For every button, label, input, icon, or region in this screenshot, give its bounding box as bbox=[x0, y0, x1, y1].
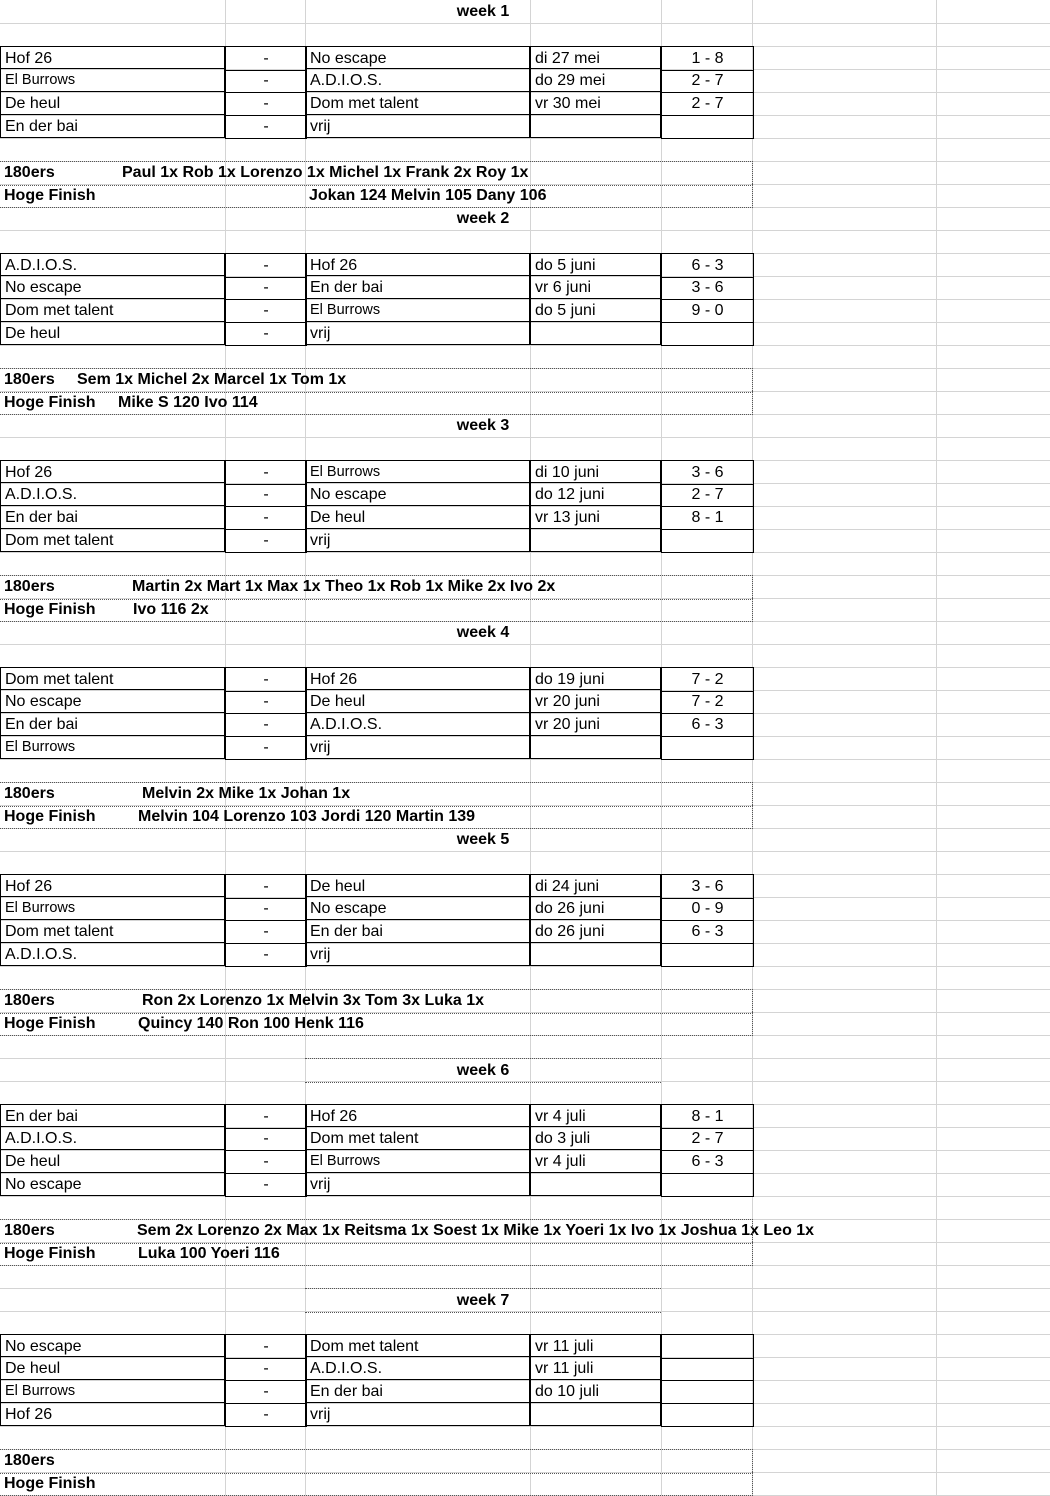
score-cell[interactable]: 3 - 6 bbox=[661, 460, 754, 485]
high-finish-value[interactable]: Melvin 104 Lorenzo 103 Jordi 120 Martin 139 bbox=[138, 808, 476, 825]
grid-row-line bbox=[0, 644, 1050, 645]
high-finish-label[interactable]: Hoge Finish bbox=[4, 601, 96, 618]
match-row bbox=[0, 874, 1050, 897]
home-team-cell[interactable]: Hof 26 bbox=[0, 1403, 225, 1426]
separator-cell[interactable]: - bbox=[225, 897, 307, 921]
one80-value[interactable]: Martin 2x Mart 1x Max 1x Theo 1x Rob 1x Mike 2x Ivo 2x bbox=[132, 578, 556, 595]
separator-cell[interactable]: - bbox=[225, 667, 307, 692]
separator-cell[interactable]: - bbox=[225, 1380, 307, 1404]
match-date-cell[interactable] bbox=[530, 736, 661, 759]
match-date-cell[interactable]: di 27 mei bbox=[530, 46, 661, 69]
separator-cell[interactable]: - bbox=[225, 299, 307, 323]
high-finish-value[interactable]: Quincy 140 Ron 100 Henk 116 bbox=[138, 1015, 364, 1032]
score-cell[interactable]: 7 - 2 bbox=[661, 667, 754, 692]
home-team-cell[interactable]: De heul bbox=[0, 92, 225, 115]
score-cell[interactable] bbox=[661, 1173, 754, 1197]
separator-cell[interactable]: - bbox=[225, 1104, 307, 1129]
one80-row bbox=[0, 368, 1050, 391]
high-finish-row bbox=[0, 805, 1050, 828]
separator-cell[interactable]: - bbox=[225, 713, 307, 737]
week-label[interactable]: week 4 bbox=[456, 624, 510, 641]
score-cell[interactable]: 8 - 1 bbox=[661, 1104, 754, 1129]
high-finish-value[interactable]: Jokan 124 Melvin 105 Dany 106 bbox=[309, 187, 547, 204]
match-row bbox=[0, 276, 1050, 299]
grid-row-line bbox=[0, 437, 1050, 438]
one80-label[interactable]: 180ers bbox=[4, 371, 55, 388]
match-row bbox=[0, 253, 1050, 276]
separator-cell[interactable]: - bbox=[225, 276, 307, 300]
grid-row-line bbox=[0, 759, 1050, 760]
match-date-cell[interactable]: vr 13 juni bbox=[530, 506, 661, 529]
high-finish-row bbox=[0, 1242, 1050, 1265]
match-date-cell[interactable]: do 26 juni bbox=[530, 920, 661, 943]
home-team-cell[interactable]: De heul bbox=[0, 322, 225, 345]
score-cell[interactable] bbox=[661, 322, 754, 346]
match-row bbox=[0, 897, 1050, 920]
match-date-cell[interactable]: do 19 juni bbox=[530, 667, 661, 690]
match-row bbox=[0, 460, 1050, 483]
away-team-cell[interactable]: Hof 26 bbox=[305, 667, 530, 690]
home-team-cell[interactable]: No escape bbox=[0, 1173, 225, 1196]
score-cell[interactable]: 9 - 0 bbox=[661, 299, 754, 323]
week-header-row bbox=[0, 828, 1050, 851]
match-date-cell[interactable]: do 5 juni bbox=[530, 253, 661, 276]
one80-label[interactable]: 180ers bbox=[4, 164, 55, 181]
match-row bbox=[0, 736, 1050, 759]
match-row bbox=[0, 713, 1050, 736]
away-team-cell[interactable]: El Burrows bbox=[305, 460, 530, 483]
score-cell[interactable] bbox=[661, 1357, 754, 1381]
home-team-cell[interactable]: De heul bbox=[0, 1357, 225, 1380]
home-team-cell[interactable]: Hof 26 bbox=[0, 46, 225, 69]
home-team-cell[interactable]: No escape bbox=[0, 690, 225, 713]
home-team-cell[interactable]: Hof 26 bbox=[0, 874, 225, 897]
grid-row-line bbox=[0, 23, 1050, 24]
match-row bbox=[0, 1127, 1050, 1150]
high-finish-label[interactable]: Hoge Finish bbox=[4, 808, 96, 825]
match-row bbox=[0, 690, 1050, 713]
high-finish-label[interactable]: Hoge Finish bbox=[4, 187, 96, 204]
match-row bbox=[0, 115, 1050, 138]
separator-cell[interactable]: - bbox=[225, 253, 307, 278]
home-team-cell[interactable]: No escape bbox=[0, 276, 225, 299]
match-date-cell[interactable] bbox=[530, 1403, 661, 1426]
match-date-cell[interactable]: di 10 juni bbox=[530, 460, 661, 483]
match-row bbox=[0, 667, 1050, 690]
score-cell[interactable] bbox=[661, 1380, 754, 1404]
match-date-cell[interactable] bbox=[530, 322, 661, 345]
score-cell[interactable] bbox=[661, 943, 754, 967]
match-row bbox=[0, 1357, 1050, 1380]
week-label[interactable]: week 6 bbox=[305, 1058, 661, 1083]
separator-cell[interactable]: - bbox=[225, 69, 307, 93]
home-team-cell[interactable]: El Burrows bbox=[0, 1380, 225, 1403]
high-finish-value[interactable]: Ivo 116 2x bbox=[133, 601, 209, 618]
home-team-cell[interactable]: A.D.I.O.S. bbox=[0, 253, 225, 276]
away-team-cell[interactable]: En der bai bbox=[305, 276, 530, 299]
one80-row bbox=[0, 989, 1050, 1012]
high-finish-row bbox=[0, 598, 1050, 621]
away-team-cell[interactable]: De heul bbox=[305, 690, 530, 713]
match-row bbox=[0, 506, 1050, 529]
separator-cell[interactable]: - bbox=[225, 483, 307, 507]
match-date-cell[interactable]: do 12 juni bbox=[530, 483, 661, 506]
match-row bbox=[0, 322, 1050, 345]
match-date-cell[interactable] bbox=[530, 1173, 661, 1196]
home-team-cell[interactable]: El Burrows bbox=[0, 897, 225, 920]
match-date-cell[interactable] bbox=[530, 115, 661, 138]
match-date-cell[interactable]: do 5 juni bbox=[530, 299, 661, 322]
match-date-cell[interactable]: vr 4 juli bbox=[530, 1104, 661, 1127]
home-team-cell[interactable]: Dom met talent bbox=[0, 920, 225, 943]
week-label[interactable]: week 7 bbox=[305, 1288, 661, 1313]
score-cell[interactable]: 1 - 8 bbox=[661, 46, 754, 71]
grid-row-line bbox=[0, 1265, 1050, 1266]
away-team-cell[interactable]: De heul bbox=[305, 874, 530, 897]
grid-row-line bbox=[0, 851, 1050, 852]
high-finish-value[interactable]: Luka 100 Yoeri 116 bbox=[138, 1245, 280, 1262]
separator-cell[interactable]: - bbox=[225, 943, 307, 967]
separator-cell[interactable]: - bbox=[225, 92, 307, 116]
grid-row-line bbox=[0, 1196, 1050, 1197]
away-team-cell[interactable]: Dom met talent bbox=[305, 1127, 530, 1150]
match-date-cell[interactable]: vr 30 mei bbox=[530, 92, 661, 115]
high-finish-row bbox=[0, 391, 1050, 414]
high-finish-row bbox=[0, 1472, 1050, 1495]
match-date-cell[interactable]: vr 4 juli bbox=[530, 1150, 661, 1173]
away-team-cell[interactable]: vrij bbox=[305, 322, 530, 345]
week-label[interactable]: week 3 bbox=[456, 417, 510, 434]
separator-cell[interactable]: - bbox=[225, 460, 307, 485]
separator-cell[interactable]: - bbox=[225, 322, 307, 346]
one80-value[interactable]: Ron 2x Lorenzo 1x Melvin 3x Tom 3x Luka 1x bbox=[142, 992, 485, 1009]
match-row bbox=[0, 1380, 1050, 1403]
separator-cell[interactable]: - bbox=[225, 1173, 307, 1197]
home-team-cell[interactable]: En der bai bbox=[0, 506, 225, 529]
separator-cell[interactable]: - bbox=[225, 920, 307, 944]
home-team-cell[interactable]: En der bai bbox=[0, 115, 225, 138]
home-team-cell[interactable]: De heul bbox=[0, 1150, 225, 1173]
grid-row-line bbox=[0, 230, 1050, 231]
home-team-cell[interactable]: Dom met talent bbox=[0, 529, 225, 552]
match-row bbox=[0, 1334, 1050, 1357]
separator-cell[interactable]: - bbox=[225, 1334, 307, 1359]
high-finish-value[interactable]: Mike S 120 Ivo 114 bbox=[118, 394, 258, 411]
away-team-cell[interactable]: Dom met talent bbox=[305, 92, 530, 115]
home-team-cell[interactable]: A.D.I.O.S. bbox=[0, 943, 225, 966]
grid-row-line bbox=[0, 1426, 1050, 1427]
away-team-cell[interactable]: A.D.I.O.S. bbox=[305, 1357, 530, 1380]
week-label[interactable]: week 1 bbox=[456, 3, 510, 20]
away-team-cell[interactable]: No escape bbox=[305, 897, 530, 920]
high-finish-label[interactable]: Hoge Finish bbox=[4, 394, 96, 411]
away-team-cell[interactable]: vrij bbox=[305, 1403, 530, 1426]
home-team-cell[interactable]: En der bai bbox=[0, 1104, 225, 1127]
grid-row-line bbox=[0, 966, 1050, 967]
match-row bbox=[0, 483, 1050, 506]
score-cell[interactable]: 2 - 7 bbox=[661, 1127, 754, 1151]
separator-cell[interactable]: - bbox=[225, 1150, 307, 1174]
week-header-row bbox=[0, 1288, 1050, 1311]
high-finish-label[interactable]: Hoge Finish bbox=[4, 1475, 96, 1492]
match-row bbox=[0, 92, 1050, 115]
match-row bbox=[0, 920, 1050, 943]
one80-row bbox=[0, 1449, 1050, 1472]
away-team-cell[interactable]: A.D.I.O.S. bbox=[305, 713, 530, 736]
away-team-cell[interactable]: vrij bbox=[305, 736, 530, 759]
one80-value[interactable]: Melvin 2x Mike 1x Johan 1x bbox=[142, 785, 351, 802]
separator-cell[interactable]: - bbox=[225, 1403, 307, 1427]
score-cell[interactable] bbox=[661, 115, 754, 139]
one80-value[interactable]: Sem 1x Michel 2x Marcel 1x Tom 1x bbox=[77, 371, 347, 388]
separator-cell[interactable]: - bbox=[225, 529, 307, 553]
away-team-cell[interactable]: vrij bbox=[305, 529, 530, 552]
grid-row-line bbox=[0, 345, 1050, 346]
separator-cell[interactable]: - bbox=[225, 46, 307, 71]
home-team-cell[interactable]: El Burrows bbox=[0, 69, 225, 92]
match-date-cell[interactable]: vr 11 juli bbox=[530, 1334, 661, 1357]
separator-cell[interactable]: - bbox=[225, 1127, 307, 1151]
separator-cell[interactable]: - bbox=[225, 690, 307, 714]
grid-row-line bbox=[0, 1035, 1050, 1036]
match-date-cell[interactable]: di 24 juni bbox=[530, 874, 661, 897]
one80-label[interactable]: 180ers bbox=[4, 1222, 55, 1239]
match-row bbox=[0, 1403, 1050, 1426]
away-team-cell[interactable]: vrij bbox=[305, 1173, 530, 1196]
score-cell[interactable]: 2 - 7 bbox=[661, 69, 754, 93]
home-team-cell[interactable]: Hof 26 bbox=[0, 460, 225, 483]
away-team-cell[interactable]: No escape bbox=[305, 483, 530, 506]
score-cell[interactable] bbox=[661, 1334, 754, 1359]
match-row bbox=[0, 1173, 1050, 1196]
week-header-row bbox=[0, 1058, 1050, 1081]
match-date-cell[interactable]: do 29 mei bbox=[530, 69, 661, 92]
away-team-cell[interactable]: Hof 26 bbox=[305, 1104, 530, 1127]
away-team-cell[interactable]: A.D.I.O.S. bbox=[305, 69, 530, 92]
score-cell[interactable] bbox=[661, 736, 754, 760]
one80-row bbox=[0, 575, 1050, 598]
separator-cell[interactable]: - bbox=[225, 1357, 307, 1381]
one80-label[interactable]: 180ers bbox=[4, 1452, 55, 1469]
score-cell[interactable]: 2 - 7 bbox=[661, 483, 754, 507]
score-cell[interactable]: 2 - 7 bbox=[661, 92, 754, 116]
week-label[interactable]: week 2 bbox=[456, 210, 510, 227]
score-cell[interactable]: 6 - 3 bbox=[661, 713, 754, 737]
week-header-row bbox=[0, 0, 1050, 23]
home-team-cell[interactable]: En der bai bbox=[0, 713, 225, 736]
high-finish-label[interactable]: Hoge Finish bbox=[4, 1245, 96, 1262]
away-team-cell[interactable]: De heul bbox=[305, 506, 530, 529]
match-date-cell[interactable]: vr 20 juni bbox=[530, 690, 661, 713]
match-date-cell[interactable] bbox=[530, 529, 661, 552]
away-team-cell[interactable]: vrij bbox=[305, 115, 530, 138]
grid-row-line bbox=[0, 552, 1050, 553]
match-date-cell[interactable]: vr 6 juni bbox=[530, 276, 661, 299]
away-team-cell[interactable]: El Burrows bbox=[305, 299, 530, 322]
away-team-cell[interactable]: Hof 26 bbox=[305, 253, 530, 276]
separator-cell[interactable]: - bbox=[225, 736, 307, 760]
one80-label[interactable]: 180ers bbox=[4, 785, 55, 802]
score-cell[interactable]: 6 - 3 bbox=[661, 1150, 754, 1174]
one80-row bbox=[0, 1219, 1050, 1242]
match-row bbox=[0, 46, 1050, 69]
grid-row-line bbox=[0, 138, 1050, 139]
score-cell[interactable]: 6 - 3 bbox=[661, 920, 754, 944]
one80-value[interactable]: Sem 2x Lorenzo 2x Max 1x Reitsma 1x Soest 1x Mike 1x Yoeri 1x Ivo 1x Joshua 1x Leo 1x bbox=[137, 1222, 815, 1239]
home-team-cell[interactable]: Dom met talent bbox=[0, 299, 225, 322]
away-team-cell[interactable]: No escape bbox=[305, 46, 530, 69]
match-date-cell[interactable]: vr 11 juli bbox=[530, 1357, 661, 1380]
separator-cell[interactable]: - bbox=[225, 506, 307, 530]
high-finish-row bbox=[0, 1012, 1050, 1035]
home-team-cell[interactable]: No escape bbox=[0, 1334, 225, 1357]
separator-cell[interactable]: - bbox=[225, 115, 307, 139]
home-team-cell[interactable]: El Burrows bbox=[0, 736, 225, 759]
match-row bbox=[0, 1150, 1050, 1173]
match-row bbox=[0, 69, 1050, 92]
match-row bbox=[0, 1104, 1050, 1127]
home-team-cell[interactable]: Dom met talent bbox=[0, 667, 225, 690]
high-finish-label[interactable]: Hoge Finish bbox=[4, 1015, 96, 1032]
score-cell[interactable]: 3 - 6 bbox=[661, 874, 754, 899]
away-team-cell[interactable]: En der bai bbox=[305, 1380, 530, 1403]
home-team-cell[interactable]: A.D.I.O.S. bbox=[0, 1127, 225, 1150]
week-header-row bbox=[0, 207, 1050, 230]
away-team-cell[interactable]: Dom met talent bbox=[305, 1334, 530, 1357]
match-date-cell[interactable]: do 3 juli bbox=[530, 1127, 661, 1150]
one80-row bbox=[0, 161, 1050, 184]
score-cell[interactable]: 7 - 2 bbox=[661, 690, 754, 714]
score-cell[interactable]: 0 - 9 bbox=[661, 897, 754, 921]
away-team-cell[interactable]: vrij bbox=[305, 943, 530, 966]
high-finish-row bbox=[0, 184, 1050, 207]
match-row bbox=[0, 943, 1050, 966]
match-date-cell[interactable]: do 26 juni bbox=[530, 897, 661, 920]
score-cell[interactable]: 6 - 3 bbox=[661, 253, 754, 278]
away-team-cell[interactable]: El Burrows bbox=[305, 1150, 530, 1173]
match-row bbox=[0, 299, 1050, 322]
match-row bbox=[0, 529, 1050, 552]
match-date-cell[interactable]: do 10 juli bbox=[530, 1380, 661, 1403]
one80-label[interactable]: 180ers bbox=[4, 992, 55, 1009]
away-team-cell[interactable]: En der bai bbox=[305, 920, 530, 943]
week-label[interactable]: week 5 bbox=[456, 831, 510, 848]
score-cell[interactable] bbox=[661, 529, 754, 553]
one80-label[interactable]: 180ers bbox=[4, 578, 55, 595]
match-date-cell[interactable] bbox=[530, 943, 661, 966]
one80-row bbox=[0, 782, 1050, 805]
score-cell[interactable]: 8 - 1 bbox=[661, 506, 754, 530]
home-team-cell[interactable]: A.D.I.O.S. bbox=[0, 483, 225, 506]
separator-cell[interactable]: - bbox=[225, 874, 307, 899]
score-cell[interactable]: 3 - 6 bbox=[661, 276, 754, 300]
week-header-row bbox=[0, 621, 1050, 644]
score-cell[interactable] bbox=[661, 1403, 754, 1427]
week-header-row bbox=[0, 414, 1050, 437]
match-date-cell[interactable]: vr 20 juni bbox=[530, 713, 661, 736]
one80-value[interactable]: Paul 1x Rob 1x Lorenzo 1x Michel 1x Frank 2x Roy 1x bbox=[122, 164, 529, 181]
